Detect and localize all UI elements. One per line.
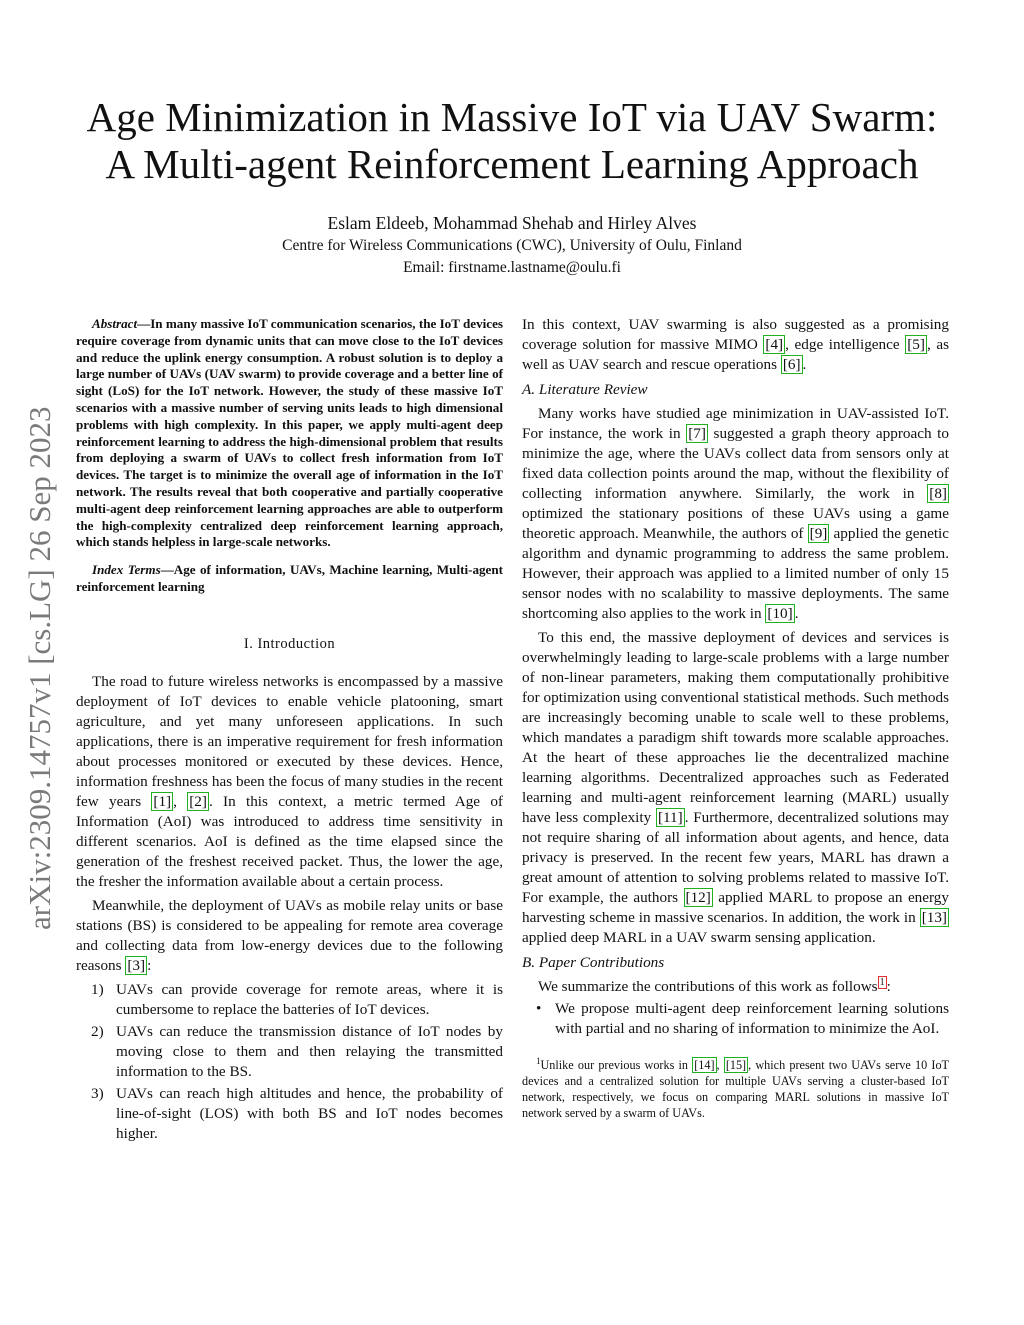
list-item: 2) UAVs can reduce the transmission distance of IoT nodes by moving close to them and then relaying the transmitted information to the BS. xyxy=(91,1022,503,1080)
paper-title xyxy=(60,94,964,188)
citation-link[interactable]: [7] xyxy=(688,425,706,442)
subsection-heading-literature-review: A. Literature Review xyxy=(522,381,648,398)
footnote: $^1$Unlike our previous works in [14] , [15] , which present two UAVs serve 10 IoT devices and a centralized solution for multiple UAVs serving a cluster-based IoT network, respectively, we focus on comparing MARL solutions in massive IoT network served by a swarm of UAVs. xyxy=(522,1056,949,1121)
title-line-2: A Multi-agent Reinforcement Learning Approach xyxy=(105,141,919,187)
citation-link[interactable]: [5] xyxy=(907,336,925,353)
contributions-paragraph: We summarize the contributions of this work as follows $^1$ : xyxy=(538,976,891,995)
bullet-icon: • xyxy=(536,1000,542,1017)
abstract-text: —In many massive IoT communication scenarios, the IoT devices require coverage from dynamic units that can move close to the IoT devices and reduce the uplink energy consumption. A robust solution is to deploy a large number of UAVs (UAV swarm) to provide coverage and a better line of sight (LoS) for the IoT network. However, the study of these massive IoT scenarios with a massive number of serving units leads to high dimensional problems with high complexity. In this paper, we apply multi-agent deep reinforcement learning to address the high-dimensional problem that results from deploying a swarm of UAVs to collect fresh information from IoT devices. The target is to minimize the overall age of information in the IoT network. The results reveal that both cooperative and partially cooperative multi-agent deep reinforcement learning approaches are able to outperform the high-complexity centralized deep reinforcement learning approach, which stands helpless in large-scale networks. xyxy=(76,316,503,550)
citation-link[interactable]: [6] xyxy=(782,356,801,373)
citation-link[interactable]: [8] xyxy=(929,485,947,502)
citation-link[interactable]: [14] xyxy=(694,1058,715,1073)
section-heading-introduction: I. Introduction xyxy=(243,635,336,652)
citation-link[interactable]: [4] xyxy=(765,336,784,353)
list-item: 1) UAVs can provide coverage for remote areas, where it is cumbersome to replace the batteries of IoT devices. xyxy=(91,980,503,1018)
index-terms-text: —Age of information, UAVs, Machine learning, Multi-agent reinforcement learning xyxy=(76,562,503,594)
abstract xyxy=(76,316,503,551)
authors: Eslam Eldeeb, Mohammad Shehab and Hirley Alves xyxy=(327,213,697,233)
abstract-label: Abstract xyxy=(92,316,138,331)
citation-link[interactable]: [2] xyxy=(189,792,207,810)
citation-link[interactable]: [9] xyxy=(809,525,828,542)
left-column xyxy=(76,316,503,1146)
email: Email: firstname.lastname@oulu.fi xyxy=(403,259,621,276)
reasons-list xyxy=(76,980,503,1144)
citation-link[interactable]: [10] xyxy=(767,605,793,622)
contributions-list xyxy=(522,999,949,1039)
right-paragraph-0: In this context, UAV swarming is also suggested as a promising coverage solution for massive MIMO [4] , edge intelligence [5] , as well as UAV search and rescue operations [6] . xyxy=(522,316,949,373)
list-item: 3) UAVs can reach high altitudes and hence, the probability of line-of-sight (LOS) with both BS and IoT nodes becomes higher. xyxy=(91,1084,503,1142)
citation-link[interactable]: [1] xyxy=(153,792,172,810)
right-column xyxy=(522,315,949,1121)
index-terms xyxy=(76,562,503,596)
affiliation: Centre for Wireless Communications (CWC), University of Oulu, Finland xyxy=(282,237,742,254)
intro-paragraph-2: Meanwhile, the deployment of UAVs as mobile relay units or base stations (BS) is considered to be appealing for remote area coverage and collecting data from low-energy devices due to the following reasons [3] : xyxy=(76,896,503,974)
citation-link[interactable]: [3] xyxy=(127,956,146,974)
citation-link[interactable]: [12] xyxy=(685,889,711,906)
citation-link[interactable]: [13] xyxy=(921,909,947,926)
index-terms-label: Index Terms xyxy=(92,562,161,578)
title-line-1: Age Minimization in Massive IoT via UAV Swarm: xyxy=(86,94,938,140)
literature-paragraph-1: Many works have studied age minimization in UAV-assisted IoT. For instance, the work in [7] suggested a graph theory approach to minimize the age, where the UAVs collect data from sensors only at fixed data collection points around the map, without the flexibility of collecting information anywhere. Similarly, the work in [8] optimized the stationary positions of these UAVs using a game theoretic approach. Meanwhile, the authors of [9] applied the genetic algorithm and dynamic programming to address the same problem. However, their approach was applied to a limited number of only 15 sensor nodes with no scalability to massive deployments. The same shortcoming also applies to the work in [10] . xyxy=(522,405,949,622)
citation-link[interactable]: [11] xyxy=(657,809,683,826)
citation-link[interactable]: [15] xyxy=(725,1058,747,1073)
intro-paragraph-1: The road to future wireless networks is encompassed by a massive deployment of IoT devices to enable vehicle platooning, smart agriculture, and yet many unforeseen applications. In such applications, there is an imperative requirement for fresh information about processes monitored or executed by these devices. Hence, information freshness has been the focus of many studies in the recent few years [1] , [2] . In this context, a metric termed Age of Information (AoI) was introduced to address time sensitivity in different scenarios. AoI is defined as the time elapsed since the generation of the freshest received packet. Thus, the lower the age, the fresher the information available about a certain process. xyxy=(76,672,503,890)
footnote-link[interactable]: 1 xyxy=(879,976,885,988)
arxiv-side-label: arXiv:2309.14757v1 [cs.LG] 26 Sep 2023 xyxy=(22,406,57,930)
literature-paragraph-2: To this end, the massive deployment of devices and services is overwhelmingly leading to large-scale problems with a large number of non-linear parameters, making them computationally prohibitive for optimization using conventional statistical methods. Such methods are increasingly becoming unable to scale well to these problems, which mandates a paradigm shift towards more scalable approaches. At the heart of these approaches lie the decentralized machine learning algorithms. Decentralized approaches such as Federated learning and multi-agent reinforcement learning (MARL) usually have less complexity [11] . Furthermore, decentralized solutions may not require sharing of all information about agents, and hence, data privacy is preserved. In the recent few years, MARL has drawn a great amount of attention to solving problems related to massive IoT. For example, the authors [12] applied MARL to propose an energy harvesting scheme in massive scenarios. In addition, the work in [13] applied deep MARL in a UAV swarm sensing application. xyxy=(522,629,949,946)
subsection-heading-contributions: B. Paper Contributions xyxy=(522,954,665,971)
list-item: • We propose multi-agent deep reinforcement learning solutions with partial and no sharing of information to minimize the AoI. xyxy=(522,999,949,1039)
